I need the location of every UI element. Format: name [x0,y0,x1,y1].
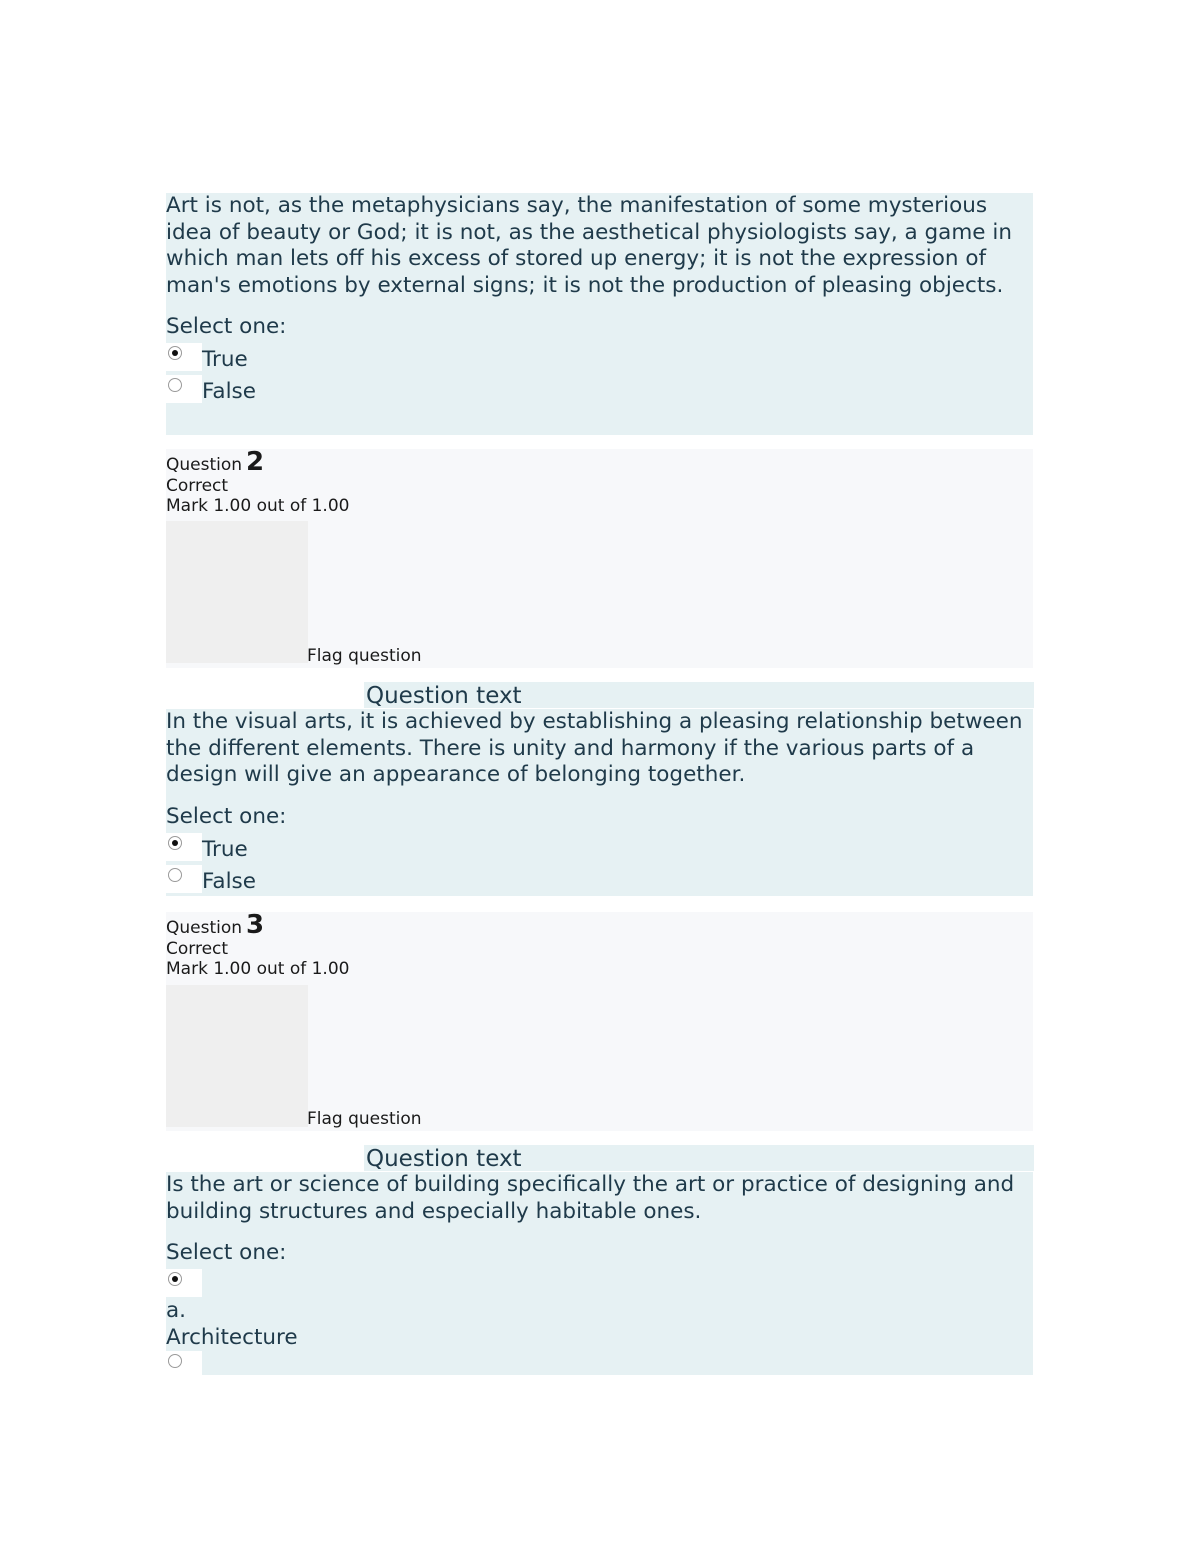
question-3-heading: Question text [366,1146,522,1172]
question-3-header [166,910,1033,940]
question-3-formulation [166,1172,1033,1375]
question-label: Question [166,455,243,475]
question-2-status: Correct [166,476,229,496]
question-3-select-label: Select one: [166,1240,287,1265]
option-label: True [202,347,248,372]
radio-button-checked-icon[interactable] [168,346,182,360]
question-3-option-b[interactable] [166,1351,1033,1383]
question-2-select-label: Select one: [166,803,287,829]
option-label: False [202,868,256,894]
flag-icon[interactable] [166,521,308,663]
flag-question-link[interactable]: Flag question [307,646,422,666]
flag-question-link[interactable]: Flag question [307,1109,422,1129]
radio-button-icon[interactable] [168,378,182,392]
option-label: False [202,379,256,404]
question-number: 3 [246,910,265,940]
question-1-option-true[interactable] [166,343,1033,375]
question-2-mark: Mark 1.00 out of 1.00 [166,496,350,516]
question-3-mark: Mark 1.00 out of 1.00 [166,959,350,979]
question-3-option-a[interactable] [166,1269,1033,1351]
option-letter: a. [166,1298,187,1323]
radio-button-icon[interactable] [168,868,182,882]
question-1-select-label: Select one: [166,314,287,339]
flag-icon[interactable] [166,985,308,1127]
question-2-header [166,447,1033,477]
question-1-option-false[interactable] [166,375,1033,407]
question-2-info [166,449,1033,668]
question-3-status: Correct [166,939,229,959]
question-1-formulation [166,193,1033,435]
option-label: Architecture [166,1325,298,1350]
question-3-text: Is the art or science of building specifically the art or practice of designing and building structures and especially habitable ones. [166,1172,1015,1224]
question-3-info [166,912,1033,1131]
radio-cell [166,343,202,371]
radio-button-checked-icon[interactable] [168,836,182,850]
radio-cell [166,865,202,893]
question-1-text: Art is not, as the metaphysicians say, the manifestation of some mysterious idea of beauty or God; it is not, as the aesthetical physiologists say, a game in which man lets off his excess of stored up energy; it is not the expression of man's emotions by external signs; it is not the production of pleasing objects. [166,193,1012,298]
radio-cell [166,375,202,403]
question-2-option-false[interactable] [166,865,1033,897]
question-2-heading: Question text [366,683,522,709]
question-number: 2 [246,447,265,477]
radio-button-icon[interactable] [168,1354,182,1368]
radio-cell [166,833,202,861]
radio-cell [166,1351,202,1379]
radio-cell [166,1269,202,1297]
radio-button-checked-icon[interactable] [168,1272,182,1286]
question-2-text: In the visual arts, it is achieved by establishing a pleasing relationship between the different elements. There is unity and harmony if the various parts of a design will give an appearance of belonging together. [166,709,1023,787]
question-2-option-true[interactable] [166,833,1033,865]
question-2-formulation [166,709,1033,896]
question-label: Question [166,918,243,938]
option-label: True [202,836,248,862]
